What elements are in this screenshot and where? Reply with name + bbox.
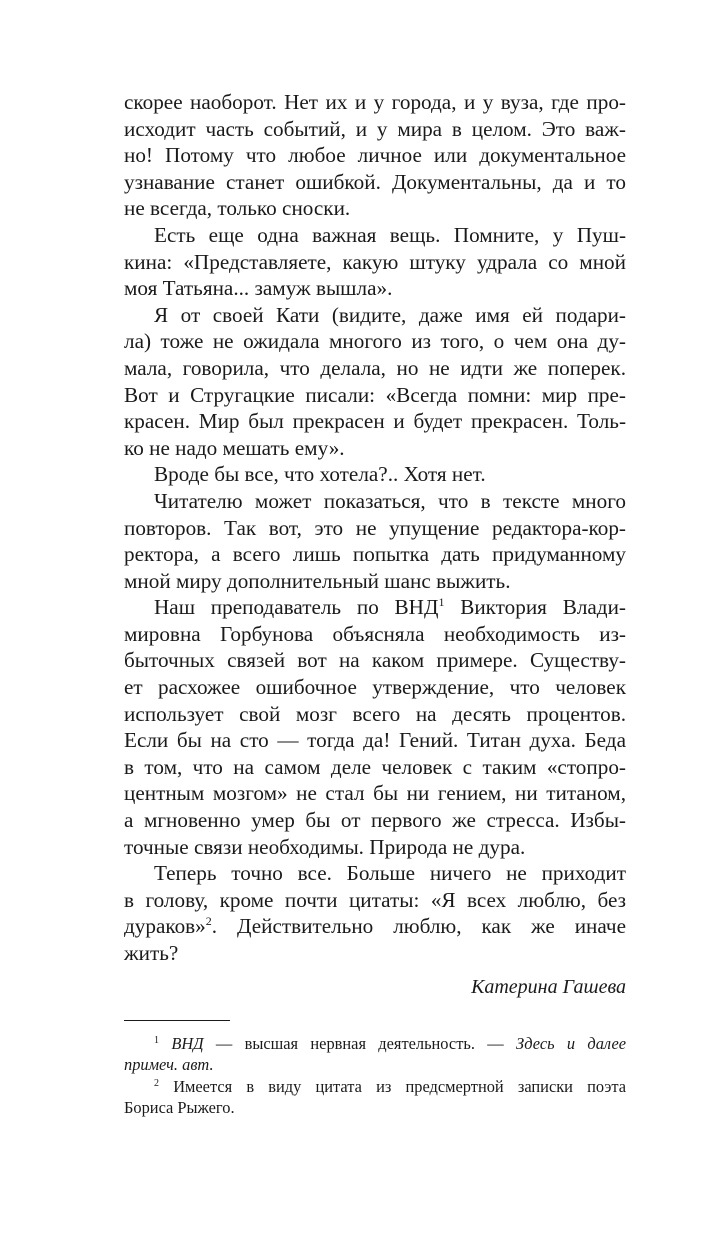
text-line: не всегда, только сноски.: [124, 196, 351, 221]
footnote-mark: 1: [154, 1034, 159, 1046]
text-line: моя Татьяна... замуж вышла».: [124, 276, 393, 301]
text-line: Читателю может показаться, что в тексте много: [154, 488, 626, 513]
text-span: Виктория Влади-: [444, 595, 626, 620]
footnote-divider: [124, 1020, 230, 1021]
text-line: но! Потому что любое личное или документальное: [124, 143, 626, 168]
text-line: [124, 594, 626, 621]
footnote-editorial: Здесь и далее: [515, 1033, 626, 1053]
text-line: Вот и Стругацкие писали: «Всегда помни: мир пре-: [124, 382, 626, 407]
text-line: точные связи необходимы. Природа не дура.: [124, 834, 526, 859]
text-line: центным мозгом» не стал бы ни гением, ни титаном,: [124, 781, 626, 806]
text-line: а мгновенно умер бы от первого же стресса. Избы-: [124, 808, 626, 833]
text-line: ет расхожее ошибочное утверждение, что человек: [124, 675, 626, 700]
text-line: быточных связей вот на каком примере. Существу-: [124, 648, 626, 673]
author-signature: Катерина Гашева: [471, 975, 626, 998]
text-line: ко не надо мешать ему».: [124, 435, 345, 460]
text-line: повторов. Так вот, это не упущение редактора-кор-: [124, 515, 626, 540]
paragraph-vnd: [124, 594, 626, 860]
text-line: кина: «Представляете, какую штуку удрала со мной: [124, 249, 626, 274]
book-page: [124, 89, 626, 1119]
text-line: красен. Мир был прекрасен и будет прекрасен. Толь-: [124, 409, 626, 434]
text-line: исходит часть событий, и у мира в целом. Это важ-: [124, 116, 626, 141]
text-line: мировна Горбунова объясняла необходимость из-: [124, 621, 626, 646]
body-text: [124, 89, 626, 594]
text-line: ректора, а всего лишь попытка дать придуманному: [124, 542, 626, 567]
text-line: Вроде бы все, что хотела?.. Хотя нет.: [154, 462, 486, 487]
paragraph: [124, 302, 626, 462]
footnote-1: [124, 1033, 626, 1055]
paragraph: [124, 89, 626, 222]
paragraph-last: [124, 860, 626, 966]
text-line: Если бы на сто — тогда да! Гений. Титан духа. Беда: [124, 728, 626, 753]
text-line: в голову, кроме почти цитаты: «Я всех люблю, без: [124, 887, 626, 912]
text-line: узнавание станет ошибкой. Документальны, да и то: [124, 169, 626, 194]
text-span: . Действительно люблю, как же иначе: [211, 914, 626, 939]
footnote-mark: 2: [154, 1077, 159, 1089]
footnote-1-continued: примеч. авт.: [124, 1055, 214, 1075]
text-line: скорее наоборот. Нет их и у города, и у вуза, где про-: [124, 90, 626, 114]
paragraph: [124, 222, 626, 302]
footnote-text: Имеется в виду цитата из предсмертной записки поэта: [159, 1076, 626, 1096]
footnote-term: ВНД: [171, 1033, 204, 1053]
footnote-2-continued: Бориса Рыжего.: [124, 1098, 235, 1118]
footnote-ref-1: 1: [438, 595, 445, 610]
paragraph: [124, 461, 626, 488]
text-line: Есть еще одна важная вещь. Помните, у Пуш-: [154, 222, 626, 247]
text-line: жить?: [124, 941, 179, 965]
text-line: мной миру дополнительный шанс выжить.: [124, 568, 511, 593]
text-line: Я от своей Кати (видите, даже имя ей подари-: [154, 302, 626, 327]
text-line: Теперь точно все. Больше ничего не приходит: [154, 861, 626, 886]
text-line: [124, 913, 626, 940]
footnote-2: [124, 1076, 626, 1098]
text-line: использует свой мозг всего на десять процентов.: [124, 701, 626, 726]
text-span: Наш преподаватель по ВНД: [154, 595, 439, 620]
text-line: мала, говорила, что делала, но не идти же поперек.: [124, 355, 626, 380]
text-span: дураков»: [124, 914, 206, 939]
footnote-ref-2: 2: [205, 914, 212, 929]
text-line: в том, что на самом деле человек с таким «стопро-: [124, 754, 626, 779]
paragraph: [124, 488, 626, 594]
footnote-text: — высшая нервная деятельность. —: [203, 1033, 516, 1053]
text-line: ла) тоже не ожидала многого из того, о чем она ду-: [124, 329, 626, 354]
footnotes: [124, 1033, 626, 1119]
